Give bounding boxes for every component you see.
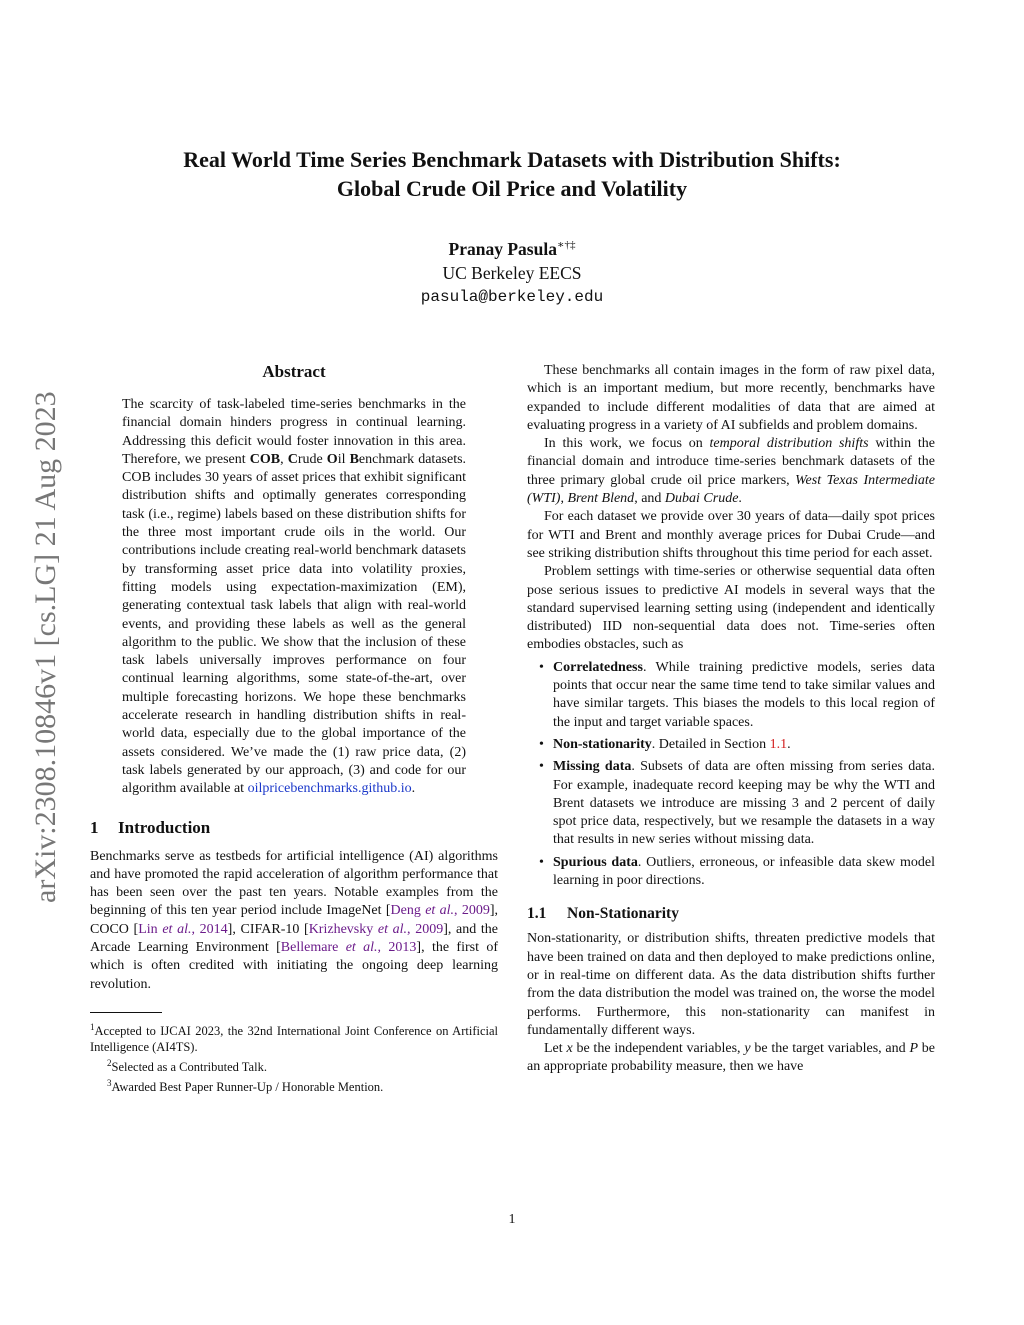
list-item-non-stationarity: • Non-stationarity. Detailed in Section 1.1. <box>553 736 935 754</box>
page-number: 1 <box>508 1212 516 1227</box>
footnote-3: $^3$Awarded Best Paper Runner-Up / Honorable Mention. <box>107 1078 384 1095</box>
citation-deng[interactable]: Deng et al., 2009 <box>390 903 490 919</box>
title-line-1: Real World Time Series Benchmark Datasets with Distribution Shifts: <box>183 147 841 172</box>
affiliation: UC Berkeley EECS <box>442 262 582 283</box>
paragraph-non-stationarity: Non-stationarity, or distribution shifts, threaten predictive models that have been trained on data and then deployed to make predictions online, or in real-time on different data. As the data distribution shifts further from the data distribution the model was trained on, the worse the model performs. Furthermore, this non-stationarity can manifest in fundamentally different ways. <box>527 931 935 1038</box>
list-item-correlatedness: • Correlatedness. While training predictive models, series data points that occur near the same time tend to take similar values and have similar targets. This biases the models to this local region of the input and target variable spaces. <box>553 659 935 732</box>
section-ref-link[interactable]: 1.1 <box>769 736 788 752</box>
paragraph-focus: In this work, we focus on temporal distribution shifts within the financial domain and introduce time-series benchmark datasets of the three primary global crude oil price markers, West Texas Intermediate (WTI), Brent Blend, and Dubai Crude. <box>527 436 935 507</box>
author-block <box>90 233 934 309</box>
footnote-rule <box>90 1012 162 1013</box>
arxiv-stamp: arXiv:2308.10846v1 [cs.LG] 21 Aug 2023 <box>29 391 62 903</box>
left-column <box>90 360 498 1095</box>
paragraph-datasets: For each dataset we provide over 30 years of data—daily spot prices for WTI and Brent and monthly average prices for Dubai Crude—and see striking distribution shifts throughout this time period for each asset. <box>527 509 935 561</box>
right-column <box>527 362 935 1077</box>
intro-paragraph: Benchmarks serve as testbeds for artificial intelligence (AI) algorithms and have promoted the rapid acceleration of algorithm performance that has been seen over the past ten years. Notable examples from the beginning of this ten year period include ImageNet [Deng et al., 2009], COCO [Lin et al., 2014], CIFAR-10 [Krizhevsky et al., 2009], and the Arcade Learning Environment [Bellemare et al., 2013], the first of which is often credited with initiating the ongoing deep learning revolution. <box>90 848 499 992</box>
obstacle-list <box>527 659 935 891</box>
paper-title <box>90 145 934 203</box>
section-heading-introduction: 1 Introduction <box>90 817 211 837</box>
citation-krizhevsky[interactable]: Krizhevsky et al., 2009 <box>308 921 444 937</box>
benchmark-link[interactable]: oilpricebenchmarks.github.io <box>247 781 412 797</box>
author-marks: ∗†‡ <box>556 239 576 251</box>
list-item-spurious-data: • Spurious data. Outliers, erroneous, or infeasible data skew model learning in poor directions. <box>553 854 935 891</box>
author-name: Pranay Pasula <box>448 238 557 259</box>
paragraph-benchmarks: These benchmarks all contain images in the form of raw pixel data, which is an important medium, but more recently, benchmarks have expanded to include different modalities of data that are aimed at evaluating progress in a variety of AI subfields and problem domains. <box>527 363 935 433</box>
list-item-missing-data: • Missing data. Subsets of data are often missing from series data. For example, inadequate record keeping may be why the WTI and Brent datasets we introduce are missing 3 and 2 percent of daily spot price data, respectively, but we resample the datasets in a way that results in new series without missing data. <box>553 758 935 849</box>
subsection-heading-non-stationarity: 1.1 Non-Stationarity <box>527 905 679 923</box>
author-email: pasula@berkeley.edu <box>420 287 604 306</box>
abstract-heading: Abstract <box>262 362 326 381</box>
footnote-2: $^2$Selected as a Contributed Talk. <box>107 1058 267 1075</box>
citation-lin[interactable]: Lin et al., 2014 <box>138 921 228 937</box>
paragraph-problems: Problem settings with time-series or otherwise sequential data often pose serious issues to predictive AI models in several ways that the standard supervised learning setting using (independent and identically distributed) IID non-sequential data does not. Time-series often embodies obstacles, such as <box>527 564 935 653</box>
abstract-text: The scarcity of task-labeled time-series benchmarks in the financial domain hinders progress in continual learning. Addressing this deficit would foster innovation in this area. Therefore, we present COB, Crude Oil Benchmark datasets. COB includes 30 years of asset prices that exhibit significant distribution shifts and optimally generates corresponding task (i.e., regime) labels based on these distribution shifts for the three most important crude oils in the world. Our contributions include creating real-world benchmark datasets by transforming asset price data into volatility proxies, fitting models using expectation-maximization (EM), generating contextual task labels that align with real-world events, and providing these labels as well as the general algorithm to the public. We show that the inclusion of these task labels universally improves performance on four continual learning algorithms, some state-of-the-art, over multiple forecasting horizons. We hope these benchmarks accelerate research in handling distribution shifts in real-world data, especially due to the global importance of the assets considered. We’ve made the (1) raw price data, (2) task labels generated by our approach, (3) and code for our algorithm available at oilpricebenchmarks.github.io. <box>122 397 467 797</box>
citation-bellemare[interactable]: Bellemare et al., 2013 <box>280 940 417 956</box>
paragraph-variables: Let x be the independent variables, y be the target variables, and P be an appropriate probability measure, then we have <box>527 1041 935 1075</box>
footnote-1: $^1$Accepted to IJCAI 2023, the 32nd International Joint Conference on Artificial Intelligence (AI4TS). <box>90 1021 498 1055</box>
title-line-2: Global Crude Oil Price and Volatility <box>336 176 688 201</box>
